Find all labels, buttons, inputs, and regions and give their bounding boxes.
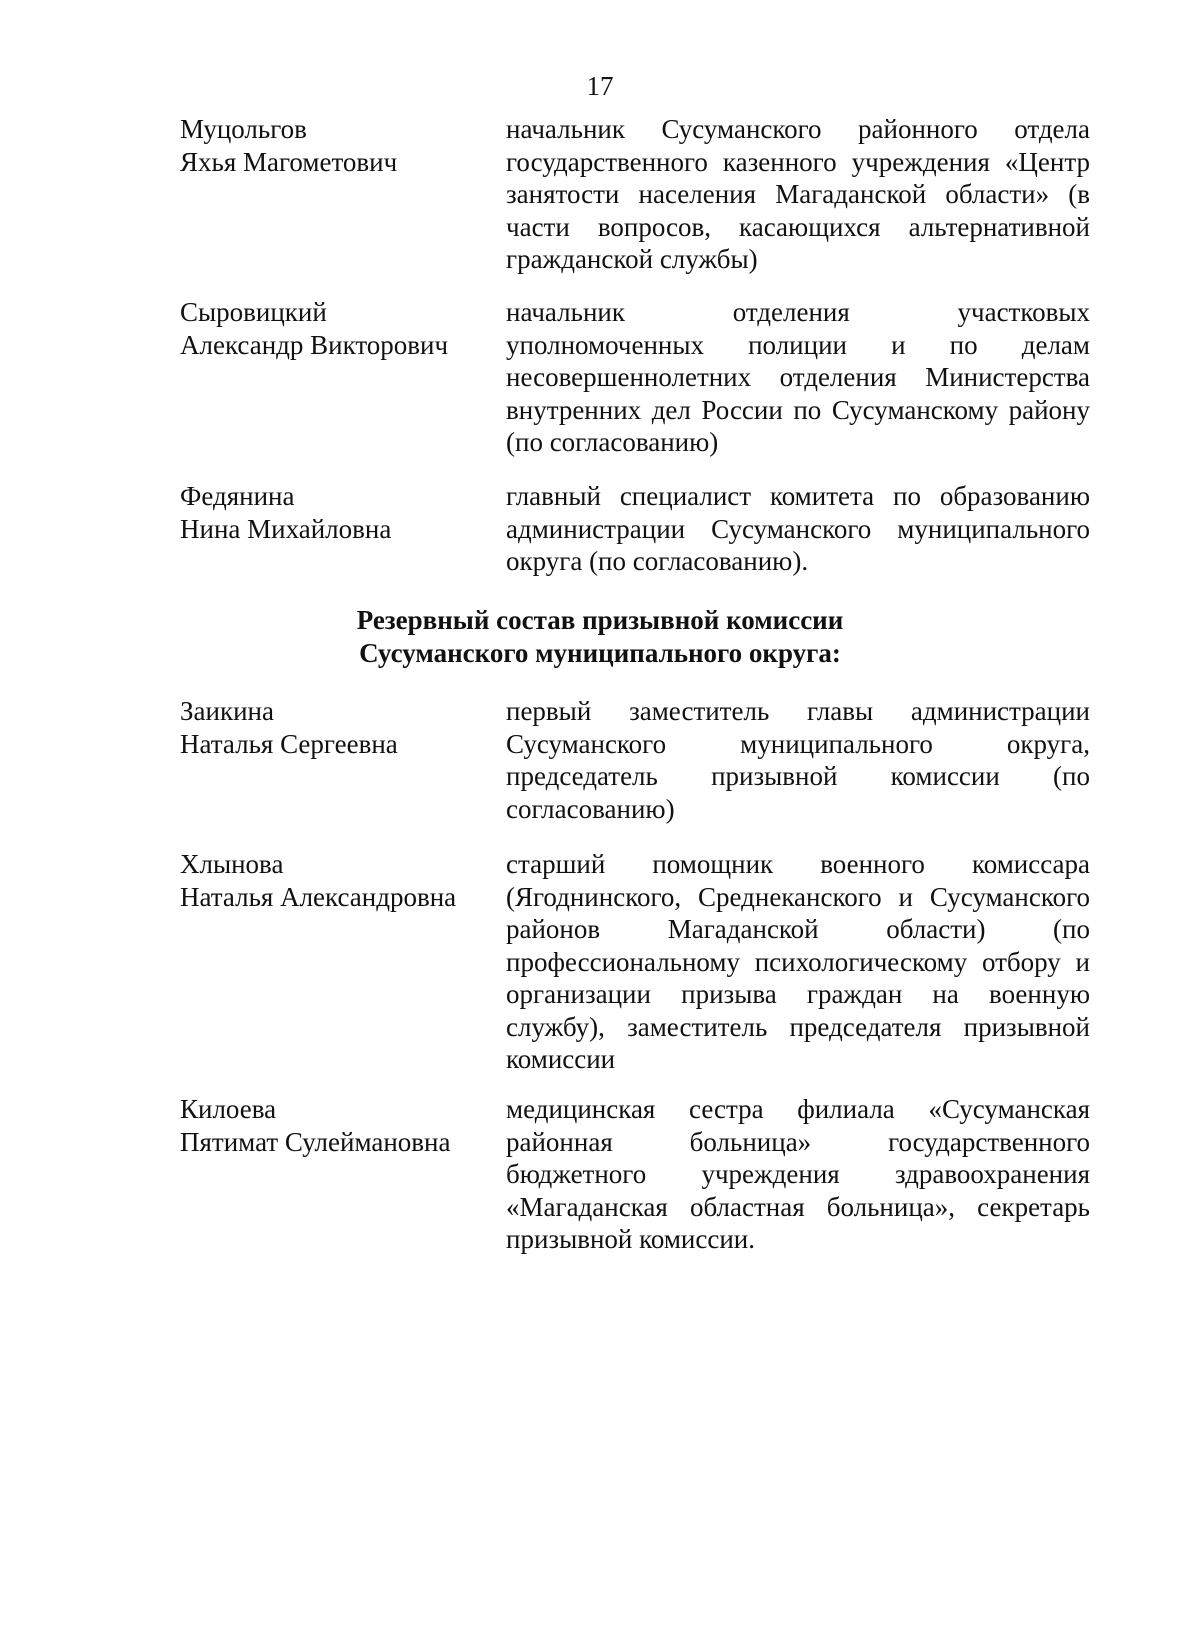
reserve-heading-line1: Резервный состав призывной комиссии — [356, 605, 844, 635]
member-position: первый заместитель главы администрации Сусуманского муниципального округа, председатель призывной комиссии (по согласованию) — [506, 696, 1090, 824]
member-surname: Федянина — [180, 481, 295, 511]
member-surname: Заикина — [180, 696, 274, 726]
member-position: главный специалист комитета по образованию администрации Сусуманского муниципального округа (по согласованию). — [506, 481, 1090, 576]
member-name — [180, 480, 500, 545]
member-surname: Хлынова — [180, 849, 284, 879]
member-name — [180, 296, 500, 361]
member-position: начальник отделения участковых уполномоченных полиции и по делам несовершеннолетних отделения Министерства внутренних дел России по Сусуманскому району (по согласованию) — [506, 297, 1090, 457]
member-given-names: Яхья Магометович — [180, 146, 398, 177]
member-name — [180, 848, 500, 913]
member-name — [180, 1093, 500, 1158]
member-surname: Килоева — [180, 1094, 277, 1124]
member-given-names: Нина Михайловна — [180, 513, 392, 544]
member-given-names: Наталья Александровна — [180, 881, 457, 912]
member-position: медицинская сестра филиала «Сусуманская районная больница» государственного бюджетного учреждения здравоохранения «Магаданская областная больница», секретарь призывной комиссии. — [506, 1094, 1090, 1254]
page-number: 17 — [586, 71, 614, 101]
member-given-names: Пятимат Сулеймановна — [180, 1126, 451, 1157]
member-name — [180, 113, 500, 178]
member-surname: Муцольгов — [180, 114, 307, 144]
member-given-names: Александр Викторович — [180, 329, 449, 360]
member-position: начальник Сусуманского районного отдела государственного казенного учреждения «Центр занятости населения Магаданской области» (в части вопросов, касающихся альтернативной гражданской службы) — [506, 114, 1090, 274]
reserve-heading-line2: Сусуманского муниципального округа: — [359, 638, 841, 668]
reserve-section-heading — [0, 604, 1200, 670]
member-name — [180, 695, 500, 760]
member-given-names: Наталья Сергеевна — [180, 728, 398, 759]
member-surname: Сыровицкий — [180, 297, 327, 327]
member-position: старший помощник военного комиссара (Ягоднинского, Среднеканского и Сусуманского районов Магаданской области) (по профессиональному психологическому отбору и организации призыва граждан на военную службу), заместитель председателя призывной комиссии — [506, 849, 1090, 1074]
